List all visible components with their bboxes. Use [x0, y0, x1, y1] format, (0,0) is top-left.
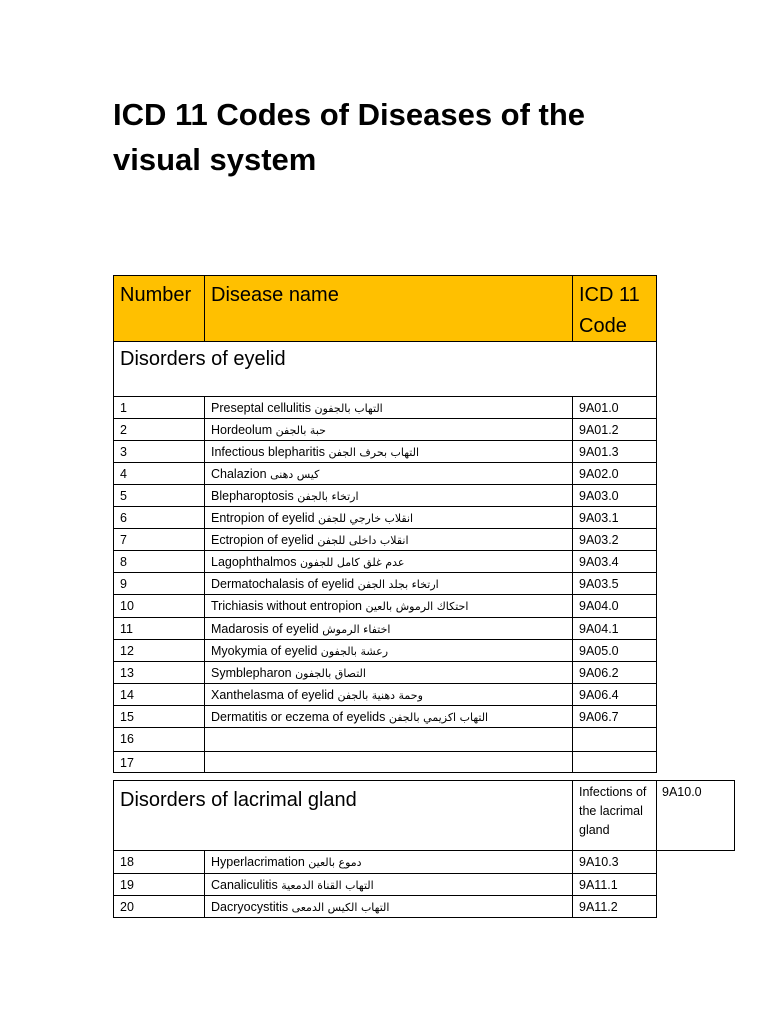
row-number: 1 — [120, 401, 127, 415]
icd-code: 9A06.7 — [579, 710, 619, 724]
number-cell — [113, 550, 205, 573]
header-code-cell — [572, 275, 657, 342]
icd-code: 9A06.4 — [579, 688, 619, 702]
icd-code: 9A10.3 — [579, 855, 619, 869]
number-cell — [113, 594, 205, 618]
icd-code-cell — [572, 873, 657, 896]
disease-name-arabic: التهاب بالجفون — [314, 402, 383, 415]
icd-code-cell — [572, 396, 657, 419]
disease-name-english: Preseptal cellulitis — [211, 401, 312, 415]
disease-name-english: Chalazion — [211, 467, 267, 481]
disease-name — [211, 400, 383, 417]
section-note-code-cell — [656, 780, 735, 851]
disease-name-cell — [204, 396, 573, 419]
section-title: Disorders of lacrimal gland — [120, 789, 357, 811]
disease-name-arabic: انقلاب داخلى للجفن — [317, 534, 409, 547]
number-cell — [113, 462, 205, 485]
icd-code: 9A01.2 — [579, 423, 619, 437]
number-cell — [113, 396, 205, 419]
disease-name-cell — [204, 850, 573, 874]
disease-name-cell — [204, 661, 573, 684]
header-name-cell — [204, 275, 573, 342]
icd-code: 9A03.4 — [579, 555, 619, 569]
row-number: 15 — [120, 710, 134, 724]
disease-name-english: Dacryocystitis — [211, 900, 289, 914]
icd-code-cell — [572, 594, 657, 618]
row-number: 6 — [120, 511, 127, 525]
disease-name-cell — [204, 594, 573, 618]
icd-code: 9A02.0 — [579, 467, 619, 481]
disease-name-arabic: احتكاك الرموش بالعين — [365, 600, 469, 613]
icd-code: 9A03.2 — [579, 533, 619, 547]
disease-name — [211, 621, 390, 638]
disease-name — [211, 643, 388, 660]
disease-name-cell — [204, 727, 573, 752]
disease-name-arabic: التصاق بالجفون — [295, 667, 366, 680]
disease-name — [211, 532, 409, 549]
disease-name-english: Dermatochalasis of eyelid — [211, 577, 355, 591]
disease-name-cell — [204, 550, 573, 573]
number-cell — [113, 727, 205, 752]
section-row — [113, 341, 657, 397]
disease-name-cell — [204, 751, 573, 773]
icd-code-cell — [572, 528, 657, 551]
disease-name-cell — [204, 683, 573, 706]
disease-name-cell — [204, 418, 573, 441]
header-number-cell — [113, 275, 205, 342]
number-cell — [113, 850, 205, 874]
disease-name — [211, 488, 359, 505]
disease-name-arabic: ارتخاء بالجفن — [297, 490, 359, 503]
number-cell — [113, 572, 205, 595]
disease-name-english: Blepharoptosis — [211, 489, 294, 503]
disease-name-arabic: دموع بالعين — [308, 856, 362, 869]
disease-name-english: Dermatitis or eczema of eyelids — [211, 710, 386, 724]
row-number: 14 — [120, 688, 134, 702]
disease-name-arabic: وحمة دهنية بالجفن — [337, 689, 423, 702]
icd-code: 9A05.0 — [579, 644, 619, 658]
disease-name-arabic: ارتخاء بجلد الجفن — [357, 578, 439, 591]
row-number: 5 — [120, 489, 127, 503]
row-number: 17 — [120, 756, 134, 770]
disease-name-cell — [204, 462, 573, 485]
disease-name-arabic: اختفاء الرموش — [322, 623, 391, 636]
row-number: 9 — [120, 577, 127, 591]
disease-name-cell — [204, 873, 573, 896]
icd-code-cell — [572, 484, 657, 507]
row-number: 2 — [120, 423, 127, 437]
disease-name-arabic: حبة بالجفن — [275, 424, 326, 437]
disease-name-english: Lagophthalmos — [211, 555, 297, 569]
disease-name-english: Hyperlacrimation — [211, 855, 305, 869]
disease-name — [211, 576, 439, 593]
disease-name — [211, 510, 413, 527]
row-number: 10 — [120, 599, 134, 613]
row-number: 7 — [120, 533, 127, 547]
disease-name — [211, 598, 468, 615]
icd-code-cell — [572, 440, 657, 463]
number-cell — [113, 528, 205, 551]
header-number: Number — [120, 284, 192, 306]
row-number: 18 — [120, 855, 134, 869]
section-note-text: Infections of the lacrimal gland — [579, 785, 647, 837]
section-note-cell — [572, 780, 657, 851]
header-disease-name: Disease name — [211, 284, 339, 306]
row-number: 8 — [120, 555, 127, 569]
disease-name-arabic: التهاب اكزيمي بالجفن — [388, 711, 489, 724]
disease-name-arabic: التهاب بحرف الجفن — [328, 446, 420, 459]
number-cell — [113, 440, 205, 463]
disease-name — [211, 554, 404, 571]
disease-name-cell — [204, 528, 573, 551]
disease-name-english: Myokymia of eyelid — [211, 644, 318, 658]
disease-name-arabic: انقلاب خارجي للجفن — [318, 512, 414, 525]
section-row — [113, 780, 573, 851]
row-number: 13 — [120, 666, 134, 680]
row-number: 3 — [120, 445, 127, 459]
number-cell — [113, 484, 205, 507]
row-number: 20 — [120, 900, 134, 914]
disease-name-cell — [204, 572, 573, 595]
icd-code-cell — [572, 727, 657, 752]
icd-code: 9A01.3 — [579, 445, 619, 459]
disease-name-english: Hordeolum — [211, 423, 273, 437]
row-number: 12 — [120, 644, 134, 658]
icd-code-cell — [572, 617, 657, 640]
header-icd-code: ICD 11 Code — [579, 284, 640, 337]
icd-code-cell — [572, 462, 657, 485]
icd-code: 9A03.1 — [579, 511, 619, 525]
number-cell — [113, 683, 205, 706]
disease-name-cell — [204, 506, 573, 529]
disease-name-arabic: التهاب الكيس الدمعى — [291, 901, 390, 914]
icd-code: 9A04.0 — [579, 599, 619, 613]
icd-code: 9A01.0 — [579, 401, 619, 415]
disease-name-arabic: التهاب القناة الدمعية — [281, 879, 374, 892]
disease-name-cell — [204, 484, 573, 507]
icd-code: 9A06.2 — [579, 666, 619, 680]
number-cell — [113, 705, 205, 728]
row-number: 4 — [120, 467, 127, 481]
disease-name — [211, 422, 326, 439]
disease-name-english: Entropion of eyelid — [211, 511, 315, 525]
disease-name-english: Canaliculitis — [211, 878, 278, 892]
disease-name-english: Xanthelasma of eyelid — [211, 688, 334, 702]
number-cell — [113, 639, 205, 662]
page-title: ICD 11 Codes of Diseases of the visual system — [113, 97, 586, 177]
disease-name — [211, 466, 319, 483]
disease-name-cell — [204, 705, 573, 728]
disease-name-english: Infectious blepharitis — [211, 445, 325, 459]
row-number: 16 — [120, 732, 134, 746]
icd-code: 9A03.5 — [579, 577, 619, 591]
number-cell — [113, 418, 205, 441]
disease-name — [211, 899, 389, 916]
disease-name — [211, 665, 366, 682]
row-number: 19 — [120, 878, 134, 892]
icd-code-cell — [572, 705, 657, 728]
disease-name-english: Symblepharon — [211, 666, 292, 680]
number-cell — [113, 751, 205, 773]
icd-code: 9A11.1 — [579, 878, 618, 892]
icd-code-cell — [572, 850, 657, 874]
icd-code-cell — [572, 639, 657, 662]
disease-name-english: Madarosis of eyelid — [211, 622, 319, 636]
disease-name — [211, 709, 488, 726]
disease-name — [211, 854, 362, 871]
icd-code-cell — [572, 506, 657, 529]
icd-code-cell — [572, 418, 657, 441]
icd-code-cell — [572, 572, 657, 595]
disease-name-arabic: كيس دهنى — [270, 468, 320, 481]
number-cell — [113, 873, 205, 896]
disease-name-cell — [204, 895, 573, 918]
icd-code-cell — [572, 895, 657, 918]
icd-code-cell — [572, 550, 657, 573]
disease-name-cell — [204, 617, 573, 640]
number-cell — [113, 895, 205, 918]
section-note-code: 9A10.0 — [662, 785, 702, 799]
disease-name-cell — [204, 440, 573, 463]
icd-code-cell — [572, 751, 657, 773]
disease-name-english: Ectropion of eyelid — [211, 533, 314, 547]
disease-name-english: Trichiasis without entropion — [211, 599, 362, 613]
disease-name — [211, 687, 423, 704]
disease-name — [211, 877, 374, 894]
disease-name — [211, 444, 419, 461]
row-number: 11 — [120, 622, 133, 636]
section-title: Disorders of eyelid — [120, 348, 286, 370]
number-cell — [113, 661, 205, 684]
number-cell — [113, 506, 205, 529]
icd-code: 9A04.1 — [579, 622, 619, 636]
number-cell — [113, 617, 205, 640]
disease-name-cell — [204, 639, 573, 662]
disease-name-arabic: عدم غلق كامل للجفون — [299, 556, 405, 569]
icd-code: 9A11.2 — [579, 900, 618, 914]
icd-code-cell — [572, 661, 657, 684]
icd-code: 9A03.0 — [579, 489, 619, 503]
icd-code-cell — [572, 683, 657, 706]
disease-name-arabic: رعشة بالجفون — [320, 645, 389, 658]
